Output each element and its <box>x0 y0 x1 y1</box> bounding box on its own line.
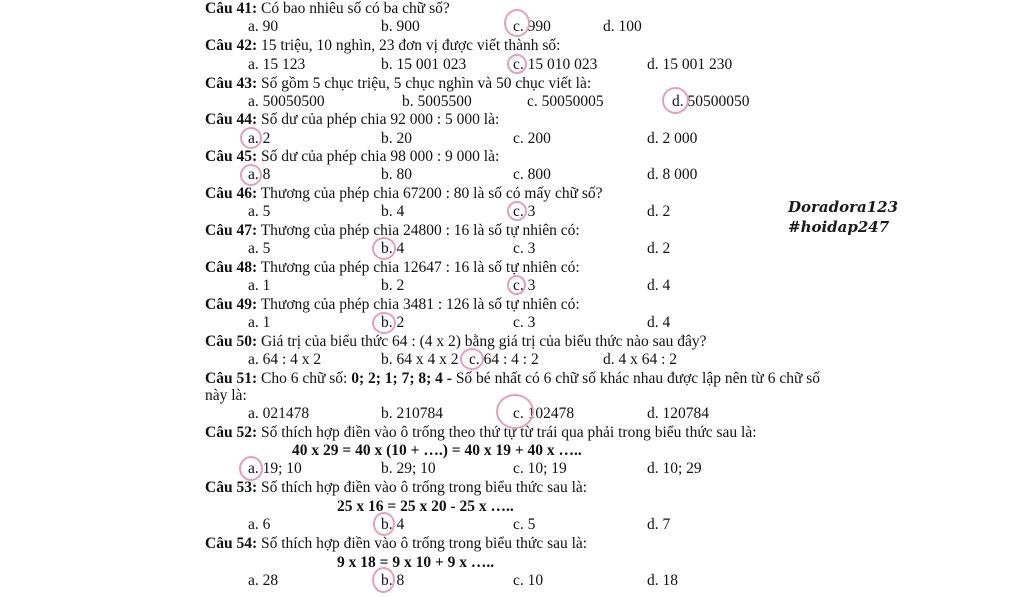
option-d: d. 15 001 230 <box>647 56 733 73</box>
option-c: c. 990 <box>513 18 551 35</box>
option-b: b. 15 001 023 <box>381 56 467 73</box>
question-text: Giá trị của biểu thức 64 : (4 x 2) bằng giá trị của biểu thức nào sau đây? <box>260 333 707 350</box>
question-text: Số thích hợp điền vào ô trống trong biểu thức sau là: <box>260 479 588 496</box>
option-a: a. 19; 10 <box>248 460 302 477</box>
option-a: a. 2 <box>248 130 271 147</box>
question-text: Số gồm 5 chục triệu, 5 chục nghìn và 50 chục viết là: <box>260 75 592 92</box>
answer-circle-mark <box>372 567 395 593</box>
question-label: Câu 43: <box>205 75 258 92</box>
question-text: Thương của phép chia 67200 : 80 là số có mấy chữ số? <box>260 185 603 202</box>
option-a: a. 50050500 <box>248 93 325 110</box>
option-d: d. 2 000 <box>647 130 698 147</box>
option-a: a. 28 <box>248 572 279 589</box>
answer-circle-mark <box>504 9 530 37</box>
question-51-line2: này là: <box>205 387 247 404</box>
question-label: Câu 45: <box>205 148 258 165</box>
answer-circle-mark <box>662 87 689 114</box>
question-43 <box>205 75 591 93</box>
question-label: Câu 52: <box>205 424 258 441</box>
option-c: c. 15 010 023 <box>513 56 598 73</box>
option-b: b. 210784 <box>381 405 443 422</box>
option-b: b. 4 <box>381 516 405 533</box>
question-label: Câu 50: <box>205 333 258 350</box>
answer-circle-mark <box>460 348 484 370</box>
option-d: d. 4 <box>647 314 671 331</box>
question-text: Cho 6 chữ số: <box>260 370 352 387</box>
question-50 <box>205 333 706 351</box>
option-c: c. 50050005 <box>527 93 604 110</box>
option-a: a. 15 123 <box>248 56 306 73</box>
answer-circle-mark <box>240 164 262 186</box>
question-label: Câu 51: <box>205 370 258 387</box>
question-text: Thương của phép chia 24800 : 16 là số tự nhiên có: <box>260 222 580 239</box>
answer-circle-mark <box>496 394 534 429</box>
question-text: Số thích hợp điền vào ô trống trong biểu thức sau là: <box>260 535 588 552</box>
question-42 <box>205 37 560 55</box>
question-text: Thương của phép chia 3481 : 126 là số tự nhiên có: <box>260 296 580 313</box>
option-c: c. 102478 <box>513 405 575 422</box>
option-a: a. 021478 <box>248 405 310 422</box>
option-d: d. 2 <box>647 240 671 257</box>
question-text: Có bao nhiêu số có ba chữ số? <box>260 0 450 17</box>
option-d: d. 4 x 64 : 2 <box>603 351 678 368</box>
question-label: Câu 53: <box>205 479 258 496</box>
option-c: c. 3 <box>513 240 536 257</box>
option-a: a. 6 <box>248 516 271 533</box>
option-b: b. 29; 10 <box>381 460 436 477</box>
option-c: c. 800 <box>513 166 551 183</box>
question-49 <box>205 296 580 314</box>
option-b: b. 4 <box>381 240 405 257</box>
answer-circle-mark <box>372 312 396 334</box>
option-c: c. 3 <box>513 277 536 294</box>
answer-circle-mark <box>373 512 395 536</box>
question-text: Số dư của phép chia 92 000 : 5 000 là: <box>260 111 500 128</box>
option-a: a. 5 <box>248 203 271 220</box>
option-c: c. 200 <box>513 130 551 147</box>
answer-circle-mark <box>507 275 526 295</box>
question-label: Câu 48: <box>205 259 258 276</box>
option-a: a. 1 <box>248 314 271 331</box>
option-d: d. 100 <box>603 18 642 35</box>
option-a: a. 5 <box>248 240 271 257</box>
question-label: Câu 42: <box>205 37 258 54</box>
option-b: b. 64 x 4 x 2 <box>381 351 459 368</box>
question-label: Câu 47: <box>205 222 258 239</box>
option-b: b. 80 <box>381 166 412 183</box>
question-41 <box>205 0 450 18</box>
question-53 <box>205 479 587 497</box>
option-b: b. 5005500 <box>402 93 472 110</box>
watermark-hashtag: #hoidap247 <box>788 218 890 236</box>
option-d: d. 18 <box>647 572 678 589</box>
question-digits: 0; 2; 1; 7; 8; 4 - <box>351 370 452 387</box>
option-b: b. 20 <box>381 130 412 147</box>
option-a: a. 64 : 4 x 2 <box>248 351 322 368</box>
question-text: 15 triệu, 10 nghìn, 23 đơn vị được viết thành số: <box>260 37 561 54</box>
question-text-continued: Số bé nhất có 6 chữ số khác nhau được lập nên từ 6 chữ số <box>451 370 821 387</box>
answer-circle-mark <box>372 237 396 260</box>
question-text: Số dư của phép chia 98 000 : 9 000 là: <box>260 148 500 165</box>
option-d: d. 50500050 <box>672 93 750 110</box>
option-b: b. 2 <box>381 314 405 331</box>
question-expression: 9 x 18 = 9 x 10 + 9 x ….. <box>337 554 495 571</box>
question-text: Thương của phép chia 12647 : 16 là số tự nhiên có: <box>260 259 580 276</box>
option-c: c. 10 <box>513 572 544 589</box>
question-label: Câu 46: <box>205 185 258 202</box>
option-b: b. 900 <box>381 18 420 35</box>
option-a: a. 1 <box>248 277 271 294</box>
option-a: a. 90 <box>248 18 279 35</box>
option-a: a. 8 <box>248 166 271 183</box>
option-c: c. 3 <box>513 203 536 220</box>
answer-circle-mark <box>239 456 263 481</box>
option-d: d. 4 <box>647 277 671 294</box>
question-label: Câu 54: <box>205 535 258 552</box>
question-48 <box>205 259 580 277</box>
option-d: d. 8 000 <box>647 166 698 183</box>
answer-circle-mark <box>507 54 527 74</box>
option-d: d. 7 <box>647 516 671 533</box>
option-d: d. 120784 <box>647 405 709 422</box>
question-expression: 40 x 29 = 40 x (10 + ….) = 40 x 19 + 40 x ….. <box>292 442 582 459</box>
question-54 <box>205 535 587 553</box>
option-b: b. 2 <box>381 277 405 294</box>
option-c: c. 3 <box>513 314 536 331</box>
question-text: Số thích hợp điền vào ô trống theo thứ tự từ trái qua phải trong biểu thức sau là: <box>260 424 757 441</box>
question-label: Câu 44: <box>205 111 258 128</box>
answer-circle-mark <box>240 127 262 149</box>
question-label: Câu 41: <box>205 0 258 17</box>
question-52 <box>205 424 757 442</box>
option-d: d. 2 <box>647 203 671 220</box>
question-47 <box>205 222 580 240</box>
question-label: Câu 49: <box>205 296 258 313</box>
option-c: c. 64 : 4 : 2 <box>469 351 539 368</box>
question-51 <box>205 370 820 388</box>
option-b: b. 8 <box>381 572 405 589</box>
question-46 <box>205 185 603 203</box>
option-c: c. 10; 19 <box>513 460 567 477</box>
watermark-username: Doradora123 <box>788 198 899 216</box>
question-expression: 25 x 16 = 25 x 20 - 25 x ….. <box>337 498 514 515</box>
option-b: b. 4 <box>381 203 405 220</box>
answer-circle-mark <box>507 201 527 221</box>
option-d: d. 10; 29 <box>647 460 702 477</box>
option-c: c. 5 <box>513 516 536 533</box>
